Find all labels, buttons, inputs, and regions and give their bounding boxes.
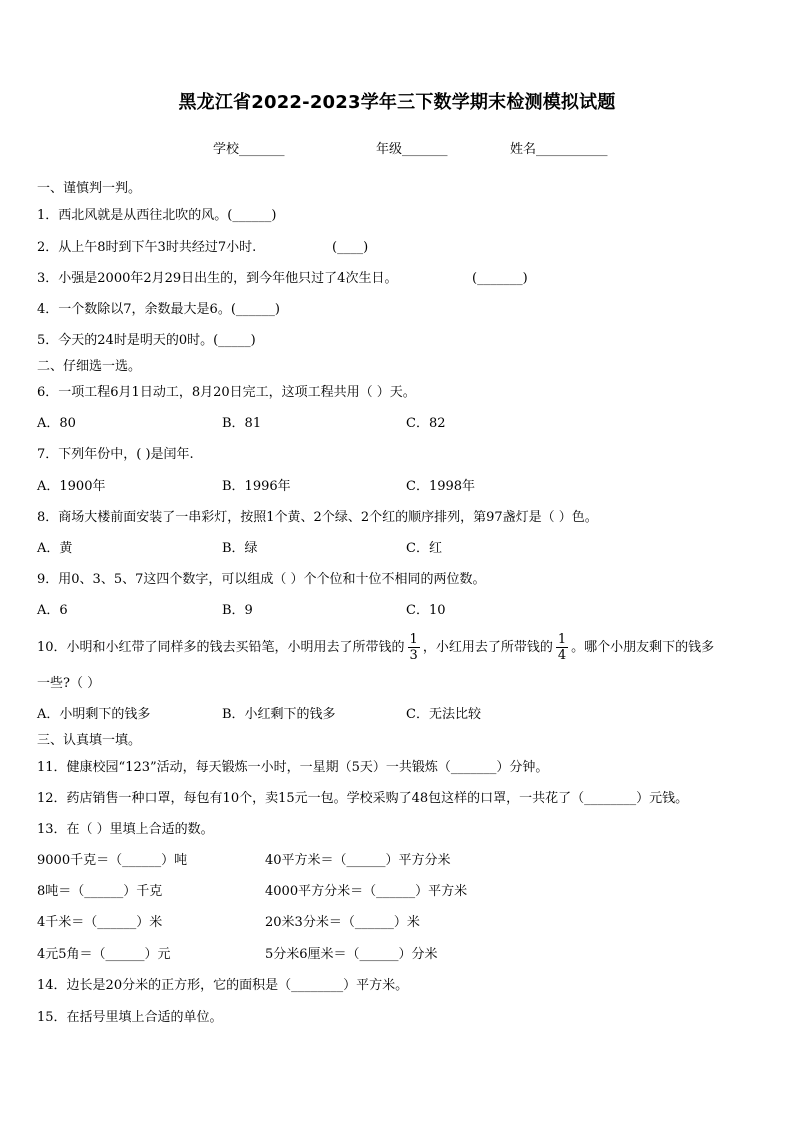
school-blank: _______ [239, 142, 285, 157]
question-5: 5．今天的24时是明天的0时。(_____) [37, 333, 256, 348]
name-label: 姓名 [510, 142, 537, 157]
question-13: 13．在（ ）里填上合适的数。 [37, 822, 214, 837]
section-heading-judge: 一、谨慎判一判。 [37, 181, 142, 196]
section-heading-choose: 二、仔细选一选。 [37, 359, 142, 374]
question-9: 9．用0、3、5、7这四个数字，可以组成（ ）个个位和十位不相同的两位数。 [37, 572, 486, 587]
question-14: 14．边长是20分米的正方形，它的面积是（________）平方米。 [37, 978, 409, 993]
fraction-one-third-denominator: 3 [409, 648, 418, 663]
question-9-option-c: C．10 [406, 603, 446, 618]
question-8-option-a: A．黄 [37, 541, 73, 556]
conversion-right-2: 4000平方分米＝（______）平方米 [265, 884, 468, 899]
question-7-option-a: A．1900年 [37, 479, 106, 494]
question-10 [37, 628, 714, 668]
question-8-option-b: B．绿 [222, 541, 258, 556]
question-2: 2．从上午8时到下午3时共经过7小时. [37, 240, 257, 255]
question-10-text-3: 。哪个小朋友剩下的钱多 [571, 640, 715, 655]
page-title: 黑龙江省2022-2023学年三下数学期末检测模拟试题 [178, 92, 616, 113]
conversion-left-2: 8吨＝（______）千克 [37, 884, 163, 899]
question-3: 3．小强是2000年2月29日出生的，到今年他只过了4次生日。 [37, 271, 398, 286]
conversion-left-4: 4元5角＝（______）元 [37, 947, 171, 962]
question-8-option-c: C．红 [406, 541, 442, 556]
question-4: 4．一个数除以7，余数最大是6。(______) [37, 302, 280, 317]
question-10-option-b: B．小红剩下的钱多 [222, 707, 336, 722]
question-6: 6．一项工程6月1日动工，8月20日完工，这项工程共用（ ）天。 [37, 385, 416, 400]
question-15: 15．在括号里填上合适的单位。 [37, 1010, 223, 1025]
grade-label: 年级 [376, 142, 403, 157]
name-blank: ___________ [536, 142, 608, 157]
fraction-one-third [408, 632, 420, 663]
section-heading-fill: 三、认真填一填。 [37, 733, 142, 748]
question-1: 1．西北风就是从西往北吹的风。(______) [37, 208, 277, 223]
question-9-option-a: A．6 [37, 603, 68, 618]
question-10-text-1: 10．小明和小红带了同样多的钱去买铅笔，小明用去了所带钱的 [37, 640, 405, 655]
question-10-option-a: A．小明剩下的钱多 [37, 707, 151, 722]
question-3-blank: (_______) [472, 271, 528, 286]
school-field [213, 141, 285, 159]
school-label: 学校 [213, 142, 240, 157]
name-field [510, 141, 608, 159]
conversion-left-1: 9000千克＝（______）吨 [37, 853, 188, 868]
question-6-option-a: A．80 [37, 416, 76, 431]
question-6-option-b: B．81 [222, 416, 262, 431]
fraction-one-quarter [556, 632, 568, 663]
question-10-line-2: 一些?（ ） [37, 676, 101, 691]
conversion-right-4: 5分米6厘米＝（______）分米 [265, 947, 438, 962]
question-12: 12．药店销售一种口罩，每包有10个，卖15元一包。学校采购了48包这样的口罩，一共花了（________）元钱。 [37, 791, 689, 806]
conversion-right-3: 20米3分米＝（______）米 [265, 915, 420, 930]
question-7: 7．下列年份中，( )是闰年. [37, 447, 194, 462]
question-2-blank: (____) [332, 240, 369, 255]
question-7-option-b: B．1996年 [222, 479, 291, 494]
question-7-option-c: C．1998年 [406, 479, 476, 494]
fraction-one-quarter-numerator: 1 [557, 632, 567, 647]
conversion-left-3: 4千米＝（______）米 [37, 915, 163, 930]
conversion-right-1: 40平方米＝（______）平方分米 [265, 853, 451, 868]
question-6-option-c: C．82 [406, 416, 446, 431]
grade-blank: _______ [402, 142, 448, 157]
fraction-one-third-numerator: 1 [409, 632, 418, 647]
question-9-option-b: B．9 [222, 603, 253, 618]
grade-field [376, 141, 448, 159]
fraction-one-quarter-denominator: 4 [557, 648, 567, 663]
question-11: 11．健康校园“123”活动，每天锻炼一小时，一星期（5天）一共锻炼（_______）分钟。 [37, 760, 549, 775]
question-8: 8．商场大楼前面安装了一串彩灯，按照1个黄、2个绿、2个红的顺序排列，第97盏灯是（ ）色。 [37, 510, 598, 525]
question-10-text-2: ，小红用去了所带钱的 [422, 640, 553, 655]
question-10-option-c: C．无法比较 [406, 707, 481, 722]
